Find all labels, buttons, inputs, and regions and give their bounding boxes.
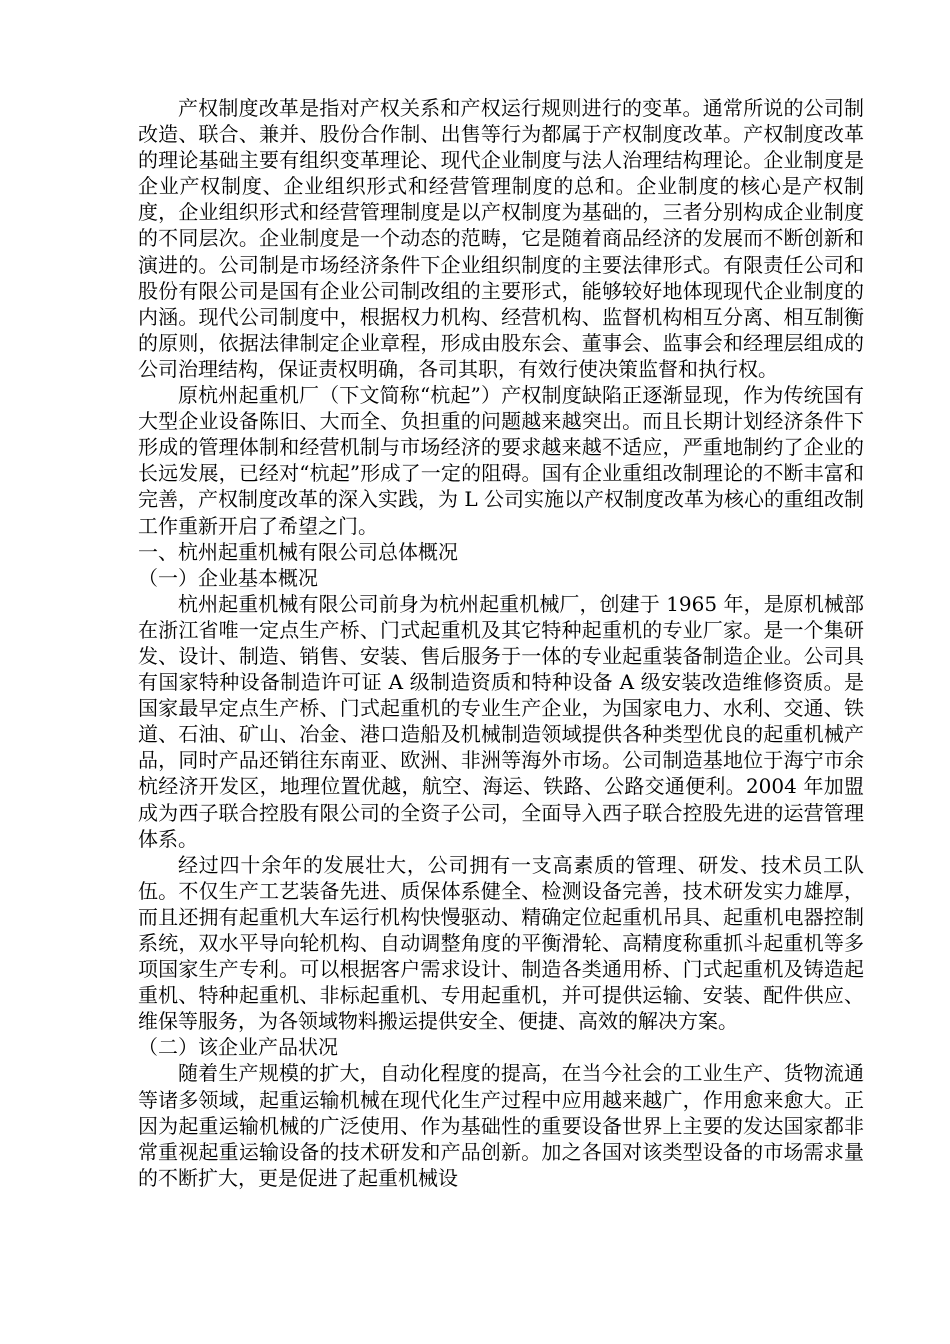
paragraph-property-rights-reform: 产权制度改革是指对产权关系和产权运行规则进行的变革。通常所说的公司制改造、联合、兼并、股份合作制、出售等行为都属于产权制度改革。产权制度改革的理论基础主要有组织变革理论、现代企业制度与法人治理结构理论。企业制度是企业产权制度、企业组织形式和经营管理制度的总和。企业制度的核心是产权制度，企业组织形式和经营管理制度是以产权制度为基础的，三者分别构成企业制度的不同层次。企业制度是一个动态的范畴，它是随着商品经济的发展而不断创新和演进的。公司制是市场经济条件下企业组织制度的主要法律形式。有限责任公司和股份有限公司是国有企业公司制改组的主要形式，能够较好地体现现代企业制度的内涵。现代公司制度中，根据权力机构、经营机构、监督机构相互分离、相互制衡的原则，依据法律制定企业章程，形成由股东会、董事会、监事会和经理层组成的公司治理结构，保证责权明确，各司其职，有效行使决策监督和执行权。 bbox=[138, 96, 864, 381]
subsection-heading-product-status: （二）该企业产品状况 bbox=[138, 1035, 338, 1060]
document-body bbox=[138, 95, 864, 1191]
paragraph-product-status: 随着生产规模的扩大，自动化程度的提高，在当今社会的工业生产、货物流通等诸多领域，起重运输机械在现代化生产过程中应用越来越广，作用愈来愈大。正因为起重运输机械的广泛使用、作为基础性的重要设备世界上主要的发达国家都非常重视起重运输设备的技术研发和产品创新。加之各国对该类型设备的市场需求量的不断扩大，更是促进了起重机械设 bbox=[138, 1061, 864, 1190]
paragraph-hangqi-background: 原杭州起重机厂（下文简称“杭起”）产权制度缺陷正逐渐显现，作为传统国有大型企业设备陈旧、大而全、负担重的问题越来越突出。而且长期计划经济条件下形成的管理体制和经营机制与市场经济的要求越来越不适应，严重地制约了企业的长远发展，已经对“杭起”形成了一定的阻碍。国有企业重组改制理论的不断丰富和完善，产权制度改革的深入实践，为 L 公司实施以产权制度改革为核心的重组改制工作重新开启了希望之门。 bbox=[138, 383, 864, 538]
section-heading-company-overview: 一、杭州起重机械有限公司总体概况 bbox=[138, 539, 458, 564]
subsection-heading-basic-overview: （一）企业基本概况 bbox=[138, 565, 318, 590]
paragraph-company-capabilities: 经过四十余年的发展壮大，公司拥有一支高素质的管理、研发、技术员工队伍。不仅生产工艺装备先进、质保体系健全、检测设备完善，技术研发实力雄厚，而且还拥有起重机大车运行机构快慢驱动、精确定位起重机吊具、起重机电器控制系统，双水平导向轮机构、自动调整角度的平衡滑轮、高精度称重抓斗起重机等多项国家生产专利。可以根据客户需求设计、制造各类通用桥、门式起重机及铸造起重机、特种起重机、非标起重机、专用起重机，并可提供运输、安装、配件供应、维保等服务，为各领域物料搬运提供安全、便捷、高效的解决方案。 bbox=[138, 852, 864, 1034]
paragraph-company-history: 杭州起重机械有限公司前身为杭州起重机械厂，创建于 1965 年，是原机械部在浙江省唯一定点生产桥、门式起重机及其它特种起重机的专业厂家。是一个集研发、设计、制造、销售、安装、售后服务于一体的专业起重装备制造企业。公司具有国家特种设备制造许可证 A 级制造资质和特种设备 A 级安装改造维修资质。是国家最早定点生产桥、门式起重机的专业生产企业，为国家电力、水利、交通、铁道、石油、矿山、冶金、港口造船及机械制造领域提供各种类型优良的起重机械产品，同时产品还销往东南亚、欧洲、非洲等海外市场。公司制造基地位于海宁市余杭经济开发区，地理位置优越，航空、海运、铁路、公路交通便利。2004 年加盟成为西子联合控股有限公司的全资子公司，全面导入西子联合控股先进的运营管理体系。 bbox=[138, 591, 864, 851]
